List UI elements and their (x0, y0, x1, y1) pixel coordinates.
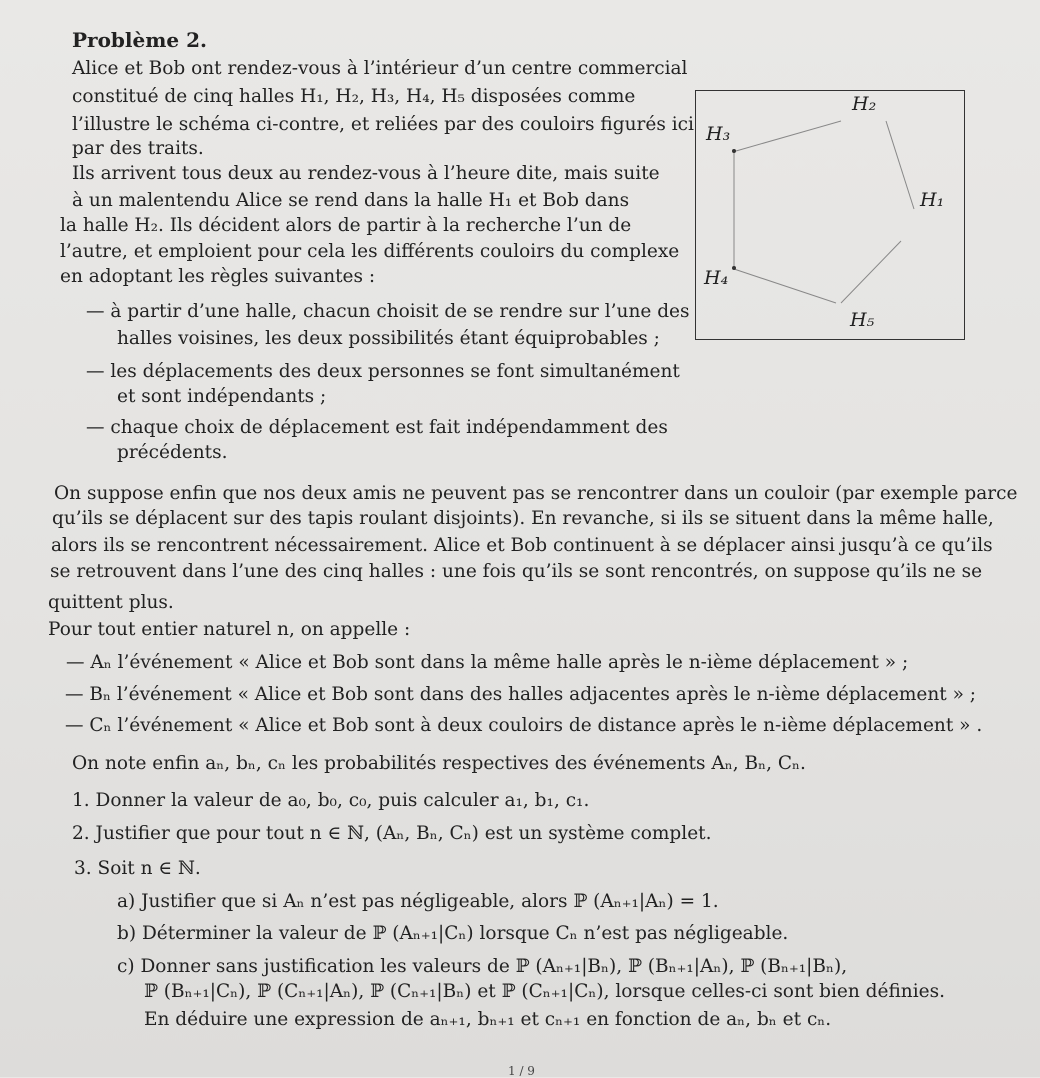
rule-item: — les déplacements des deux personnes se font simultanément (86, 361, 680, 382)
event-item: — Bₙ l’événement « Alice et Bob sont dans des halles adjacentes après le n-ième déplacement » ; (65, 684, 977, 705)
intro-line: l’autre, et emploient pour cela les différents couloirs du complexe (60, 241, 680, 262)
event-item: — Cₙ l’événement « Alice et Bob sont à deux couloirs de distance après le n-ième déplacement » . (65, 715, 983, 736)
question-item: 3. Soit n ∈ ℕ. (74, 858, 201, 879)
sub-question-item: c) Donner sans justification les valeurs de ℙ (Aₙ₊₁|Bₙ), ℙ (Bₙ₊₁|Aₙ), ℙ (Bₙ₊₁|Bₙ), (117, 956, 848, 977)
assumption-line: On suppose enfin que nos deux amis ne peuvent pas se rencontrer dans un couloir (par exemple parce (54, 483, 1018, 504)
sub-question-item: a) Justifier que si Aₙ n’est pas négligeable, alors ℙ (Aₙ₊₁|Aₙ) = 1. (117, 891, 719, 912)
intro-line: constitué de cinq halles H₁, H₂, H₃, H₄, H₅ disposées comme (72, 86, 636, 107)
rule-item-cont: précédents. (117, 442, 228, 463)
question-item: 1. Donner la valeur de a₀, b₀, c₀, puis calculer a₁, b₁, c₁. (72, 790, 590, 811)
sub-question-cont: ℙ (Bₙ₊₁|Cₙ), ℙ (Cₙ₊₁|Aₙ), ℙ (Cₙ₊₁|Bₙ) et ℙ (Cₙ₊₁|Cₙ), lorsque celles-ci sont bien définies. (144, 981, 945, 1002)
corridor-h2-h3 (736, 121, 841, 151)
hall-label-h2: H₂ (852, 93, 877, 115)
hall-h4-node (732, 266, 736, 270)
hall-label-h1: H₁ (920, 189, 945, 211)
page-number: 1 / 9 (508, 1064, 535, 1078)
rule-item: — chaque choix de déplacement est fait indépendamment des (86, 417, 668, 438)
event-item: — Aₙ l’événement « Alice et Bob sont dans la même halle après le n-ième déplacement » ; (66, 652, 909, 673)
intro-line: la halle H₂. Ils décident alors de partir à la recherche l’un de (60, 215, 632, 236)
assumption-line: quittent plus. (48, 592, 174, 613)
rule-item-cont: et sont indépendants ; (117, 386, 327, 407)
rule-item-cont: halles voisines, les deux possibilités étant équiprobables ; (117, 328, 660, 349)
intro-line: Alice et Bob ont rendez-vous à l’intérieur d’un centre commercial (72, 58, 688, 79)
hall-label-h3: H₃ (706, 123, 731, 145)
hall-label-h5: H₅ (850, 309, 875, 331)
assumption-line: qu’ils se déplacent sur des tapis roulant disjoints). En revanche, si ils se situent dans la même halle, (52, 508, 994, 529)
intro-line: par des traits. (72, 138, 204, 159)
intro-line: Ils arrivent tous deux au rendez-vous à l’heure dite, mais suite (72, 163, 660, 184)
assumption-line: se retrouvent dans l’une des cinq halles : une fois qu’ils se sont rencontrés, on suppose qu’ils ne se (50, 561, 983, 582)
intro-line: en adoptant les règles suivantes : (60, 266, 376, 287)
problem-title: Problème 2. (72, 28, 207, 52)
intro-line: à un malentendu Alice se rend dans la halle H₁ et Bob dans (72, 190, 630, 211)
sub-question-item: b) Déterminer la valeur de ℙ (Aₙ₊₁|Cₙ) lorsque Cₙ n’est pas négligeable. (117, 923, 789, 944)
halls-graph (696, 91, 964, 339)
question-item: 2. Justifier que pour tout n ∈ ℕ, (Aₙ, Bₙ, Cₙ) est un système complet. (72, 823, 712, 844)
hall-label-h4: H₄ (704, 267, 729, 289)
definition-intro: Pour tout entier naturel n, on appelle : (48, 619, 411, 640)
corridor-h1-h2 (886, 121, 914, 209)
halls-diagram (695, 90, 965, 340)
hall-h3-node (732, 149, 736, 153)
assumption-line: alors ils se rencontrent nécessairement. Alice et Bob continuent à se déplacer ainsi jusqu’à ce qu’ils (51, 535, 993, 556)
rule-item: — à partir d’une halle, chacun choisit de se rendre sur l’une des (86, 301, 690, 322)
corridor-h5-h1 (841, 241, 901, 303)
notation-line: On note enfin aₙ, bₙ, cₙ les probabilités respectives des événements Aₙ, Bₙ, Cₙ. (72, 753, 806, 774)
intro-line: l’illustre le schéma ci-contre, et reliées par des couloirs figurés ici (72, 114, 694, 135)
sub-question-cont: En déduire une expression de aₙ₊₁, bₙ₊₁ et cₙ₊₁ en fonction de aₙ, bₙ et cₙ. (144, 1009, 832, 1030)
corridor-h4-h5 (734, 269, 836, 303)
